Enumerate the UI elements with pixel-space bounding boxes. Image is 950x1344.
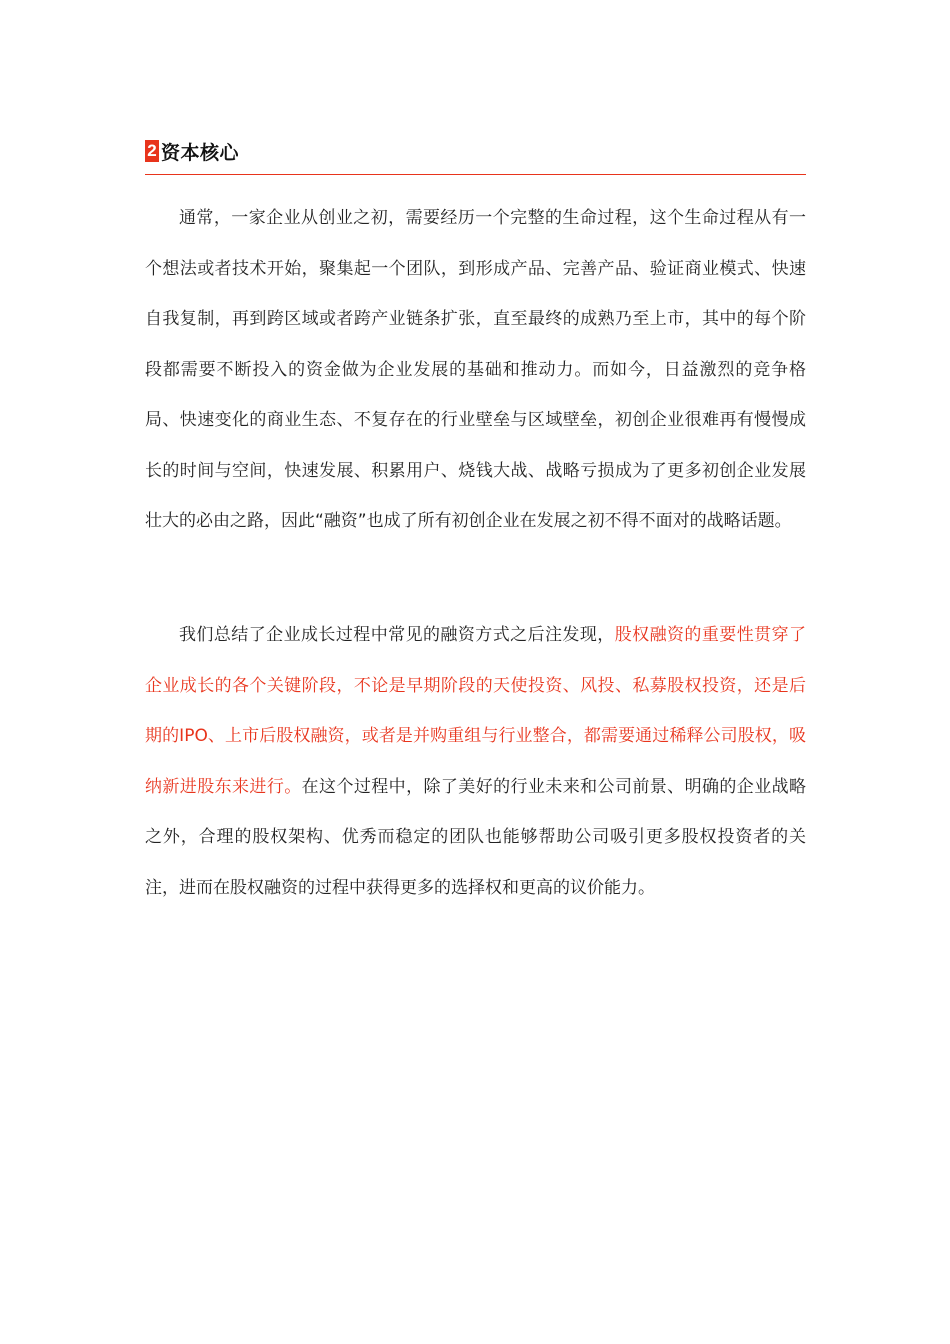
heading-divider	[145, 174, 806, 175]
paragraph-2-highlight: 股权融资的重要性贯穿了企业成长的各个关键阶段，不论是早期阶段的天使投资、风投、私募股权投资，还是后期的IPO、上市后股权融资，或者是并购重组与行业整合，都需要通过稀释公司股权，吸纳新进股东来进行。	[145, 625, 807, 797]
paragraph-2-tail: 在这个过程中，除了美好的行业未来和公司前景、明确的企业战略之外，合理的股权架构、优秀而稳定的团队也能够帮助公司吸引更多股权投资者的关注，进而在股权融资的过程中获得更多的选择权和更高的议价能力。	[145, 776, 807, 898]
section-heading	[145, 138, 239, 164]
section-title: 资本核心	[161, 141, 240, 164]
body-paragraph-2	[145, 610, 806, 913]
body-paragraph-1: 通常，一家企业从创业之初，需要经历一个完整的生命过程，这个生命过程从有一个想法或者技术开始，聚集起一个团队，到形成产品、完善产品、验证商业模式、快速自我复制，再到跨区域或者跨产业链条扩张，直至最终的成熟乃至上市，其中的每个阶段都需要不断投入的资金做为企业发展的基础和推动力。而如今，日益激烈的竞争格局、快速变化的商业生态、不复存在的行业壁垒与区域壁垒，初创企业很难再有慢慢成长的时间与空间，快速发展、积累用户、烧钱大战、战略亏损成为了更多初创企业发展壮大的必由之路，因此“融资”也成了所有初创企业在发展之初不得不面对的战略话题。	[145, 208, 806, 531]
paragraph-2-lead: 我们总结了企业成长过程中常见的融资方式之后注发现，	[179, 625, 615, 645]
section-number-badge: 2	[145, 140, 159, 162]
